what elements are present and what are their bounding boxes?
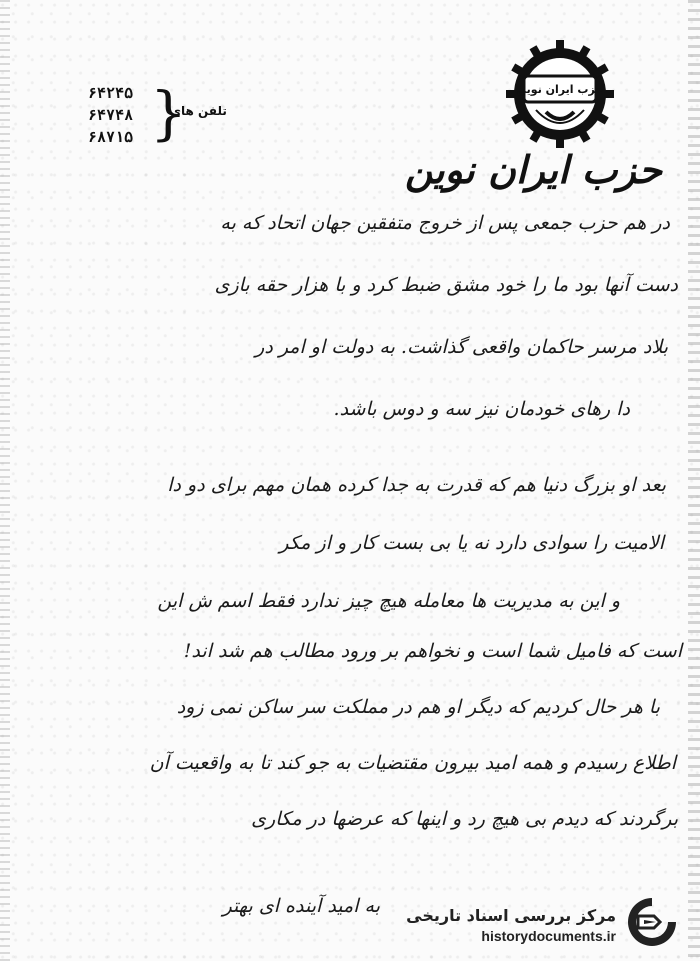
watermark-url-text: historydocuments.ir bbox=[481, 928, 616, 944]
phone-number-1: ۶۴۲۴۵ bbox=[88, 84, 134, 102]
watermark-fa-text: مرکز بررسی اسناد تاریخی bbox=[406, 906, 616, 925]
phone-numbers-block bbox=[88, 79, 238, 152]
emblem-text: حزب ایران نوین bbox=[516, 83, 604, 96]
archive-watermark bbox=[406, 890, 694, 950]
letter-closing: به امید آینده ای بهتر bbox=[222, 895, 380, 917]
letter-line-11: برگردند که دیدم بی هیچ رد و اینها که عرضها در مکاری bbox=[251, 808, 678, 830]
party-emblem-logo bbox=[506, 40, 614, 148]
letter-line-4: دا رهای خودمان نیز سه و دوس باشد. bbox=[333, 398, 630, 420]
brace-symbol: } bbox=[150, 79, 187, 147]
letter-line-8: است که فامیل شما است و نخواهم بر ورود مطالب هم شد اند! bbox=[183, 640, 682, 662]
letter-line-3: بلاد مرسر حاکمان واقعی گذاشت. به دولت او امر در bbox=[255, 336, 668, 358]
letter-line-10: اطلاع رسیدم و همه امید بیرون مقتضیات به جو کند تا به واقعیت آن bbox=[149, 752, 676, 774]
scan-edge-left bbox=[0, 0, 10, 961]
scan-edge-right bbox=[688, 0, 700, 961]
letter-line-1: در هم حزب جمعی پس از خروج متفقین جهان اتحاد که به bbox=[220, 212, 670, 234]
phone-number-2: ۶۴۷۴۸ bbox=[88, 106, 134, 124]
letter-line-6: الامیت را سوادی دارد نه یا بی بست کار و از مکر bbox=[279, 532, 664, 554]
letter-line-9: با هر حال کردیم که دیگر او هم در مملکت سر ساکن نمی زود bbox=[176, 696, 660, 718]
letter-line-2: دست آنها بود ما را خود مشق ضبط کرد و با هزار حقه بازی bbox=[214, 274, 678, 296]
letter-line-5: بعد او بزرگ دنیا هم که قدرت به جدا کرده همان مهم برای دو دا bbox=[167, 474, 666, 496]
phones-label: تلفن های bbox=[170, 104, 227, 118]
watermark-logo-icon bbox=[624, 894, 680, 950]
party-name-heading: حزب ایران نوین bbox=[405, 147, 662, 192]
letter-line-7: و این به مدیریت ها معامله هیچ چیز ندارد فقط اسم ش این bbox=[157, 590, 620, 612]
phone-list bbox=[88, 82, 156, 148]
phone-number-3: ۶۸۷۱۵ bbox=[88, 128, 134, 146]
